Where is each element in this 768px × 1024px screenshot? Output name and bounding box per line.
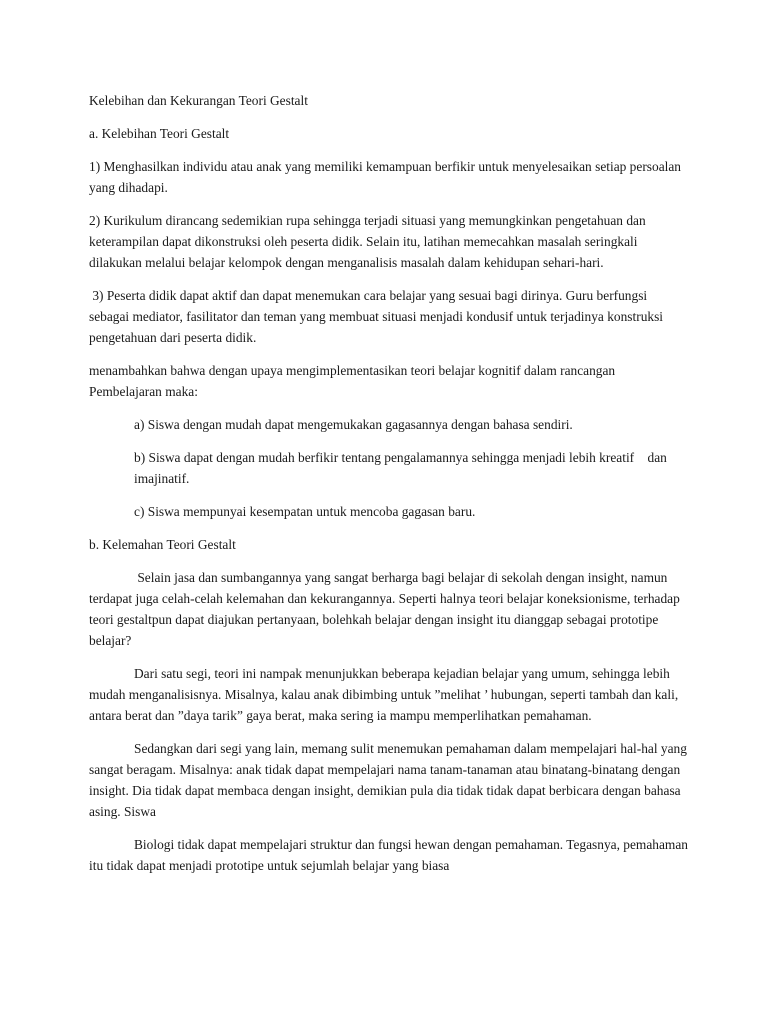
list-item: b) Siswa dapat dengan mudah berfikir tentang pengalamannya sehingga menjadi lebih kreatif dan imajinatif. xyxy=(134,450,671,486)
weakness-paragraph: Biologi tidak dapat mempelajari struktur dan fungsi hewan dengan pemahaman. Tegasnya, pemahaman itu tidak dapat menjadi prototipe untuk sejumlah belajar yang biasa xyxy=(89,837,688,873)
advantage-point-1: 1) Menghasilkan individu atau anak yang memiliki kemampuan berfikir untuk menyelesaikan setiap persoalan yang dihadapi. xyxy=(89,159,681,195)
section-b-heading: b. Kelemahan Teori Gestalt xyxy=(89,537,236,552)
weakness-paragraph: Sedangkan dari segi yang lain, memang sulit menemukan pemahaman dalam mempelajari hal-hal yang sangat beragam. Misalnya: anak tidak dapat mempelajari nama tanam-tanaman atau binatang-binatang dengan insight. Dia tidak dapat membaca dengan insight, demikian pula dia tidak tidak dapat berbicara dengan bahasa asing. Siswa xyxy=(89,741,687,819)
weakness-paragraph: Selain jasa dan sumbangannya yang sangat berharga bagi belajar di sekolah dengan insight, namun terdapat juga celah-celah kelemahan dan kekurangannya. Seperti halnya teori belajar koneksionisme, terhadap teori gestaltpun dapat diajukan pertanyaan, bolehkah belajar dengan insight itu dianggap sebagai prototipe belajar? xyxy=(89,570,684,648)
implementation-intro: menambahkan bahwa dengan upaya mengimplementasikan teori belajar kognitif dalam rancangan Pembelajaran maka: xyxy=(89,363,616,399)
implementation-list xyxy=(89,414,689,522)
advantage-point-3: 3) Peserta didik dapat aktif dan dapat menemukan cara belajar yang sesuai bagi dirinya. Guru berfungsi sebagai mediator, fasilitator dan teman yang membuat situasi menjadi kondusif untuk terjadinya konstruksi pengetahuan dari peserta didik. xyxy=(89,288,667,345)
list-item: a) Siswa dengan mudah dapat mengemukakan gagasannya dengan bahasa sendiri. xyxy=(134,417,573,432)
list-item: c) Siswa mempunyai kesempatan untuk mencoba gagasan baru. xyxy=(134,504,476,519)
section-a-heading: a. Kelebihan Teori Gestalt xyxy=(89,126,230,141)
document-page xyxy=(89,90,689,888)
advantage-point-2: 2) Kurikulum dirancang sedemikian rupa sehingga terjadi situasi yang memungkinkan pengetahuan dan keterampilan dapat dikonstruksi oleh peserta didik. Selain itu, latihan memecahkan masalah seringkali dilakukan melalui belajar kelompok dengan menganalisis masalah dalam kehidupan sehari-hari. xyxy=(89,213,646,270)
document-title: Kelebihan dan Kekurangan Teori Gestalt xyxy=(89,93,308,108)
weakness-paragraph: Dari satu segi, teori ini nampak menunjukkan beberapa kejadian belajar yang umum, sehingga lebih mudah menganalisisnya. Misalnya, kalau anak dibimbing untuk ”melihat ’ hubungan, seperti tambah dan kali, antara berat dan ”daya tarik” gaya berat, maka sering ia mampu memperlihatkan pemahaman. xyxy=(89,666,679,723)
